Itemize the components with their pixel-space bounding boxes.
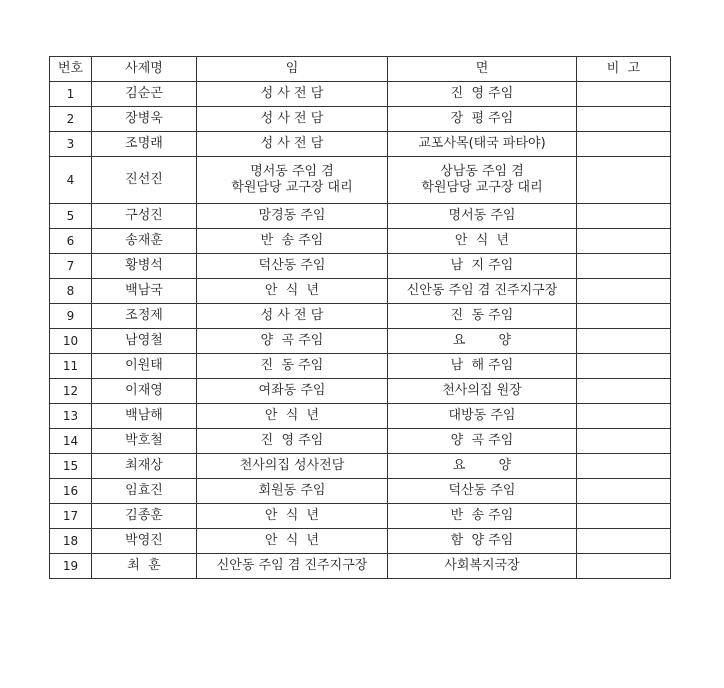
cell-appointment <box>197 529 388 554</box>
cell-dismissal <box>388 107 577 132</box>
table-row <box>50 354 671 379</box>
cell-no: 9 <box>50 304 92 329</box>
cell-no: 3 <box>50 132 92 157</box>
cell-no: 5 <box>50 204 92 229</box>
cell-no: 4 <box>50 157 92 204</box>
cell-remarks <box>577 132 671 157</box>
cell-appointment-line: 성 사 전 담 <box>260 136 324 151</box>
cell-appointment-line: 안 식 년 <box>264 408 320 423</box>
table-row <box>50 229 671 254</box>
cell-appointment-line: 양 곡 주임 <box>260 333 324 348</box>
cell-dismissal-line: 함 양 주임 <box>450 533 514 548</box>
cell-appointment-line: 학원담당 교구장 대리 <box>231 180 353 195</box>
cell-no: 2 <box>50 107 92 132</box>
cell-dismissal <box>388 157 577 204</box>
cell-dismissal <box>388 254 577 279</box>
cell-dismissal-line: 반 송 주임 <box>450 508 514 523</box>
cell-no: 15 <box>50 454 92 479</box>
cell-dismissal <box>388 229 577 254</box>
cell-no: 14 <box>50 429 92 454</box>
cell-appointment <box>197 229 388 254</box>
cell-name: 최 훈 <box>92 554 197 579</box>
cell-appointment-line: 신안동 주임 겸 진주지구장 <box>216 558 368 573</box>
cell-appointment <box>197 279 388 304</box>
cell-dismissal <box>388 354 577 379</box>
cell-remarks <box>577 354 671 379</box>
cell-dismissal <box>388 304 577 329</box>
cell-dismissal <box>388 479 577 504</box>
cell-dismissal-line: 신안동 주임 겸 진주지구장 <box>406 283 558 298</box>
cell-appointment <box>197 304 388 329</box>
cell-remarks <box>577 529 671 554</box>
cell-dismissal <box>388 329 577 354</box>
cell-appointment <box>197 504 388 529</box>
cell-dismissal <box>388 404 577 429</box>
cell-name: 백남해 <box>92 404 197 429</box>
cell-appointment-line: 성 사 전 담 <box>260 86 324 101</box>
cell-remarks <box>577 157 671 204</box>
cell-name: 구성진 <box>92 204 197 229</box>
cell-dismissal <box>388 204 577 229</box>
cell-name: 최재상 <box>92 454 197 479</box>
cell-no: 19 <box>50 554 92 579</box>
cell-dismissal-line: 안 식 년 <box>454 233 510 248</box>
cell-appointment <box>197 254 388 279</box>
cell-name: 이원태 <box>92 354 197 379</box>
cell-appointment-line: 안 식 년 <box>264 533 320 548</box>
cell-appointment <box>197 454 388 479</box>
cell-appointment <box>197 204 388 229</box>
cell-remarks <box>577 429 671 454</box>
cell-appointment <box>197 107 388 132</box>
table-row <box>50 304 671 329</box>
cell-no: 1 <box>50 82 92 107</box>
cell-name: 송재훈 <box>92 229 197 254</box>
cell-remarks <box>577 404 671 429</box>
cell-no: 10 <box>50 329 92 354</box>
cell-dismissal-line: 진 동 주임 <box>450 308 514 323</box>
cell-dismissal-line: 장 평 주임 <box>450 111 514 126</box>
cell-remarks <box>577 554 671 579</box>
cell-appointment-line: 천사의집 성사전담 <box>239 458 345 473</box>
appointments-table <box>49 56 671 579</box>
table-row <box>50 404 671 429</box>
cell-remarks <box>577 504 671 529</box>
table-row <box>50 529 671 554</box>
cell-remarks <box>577 254 671 279</box>
cell-name: 김순곤 <box>92 82 197 107</box>
table-row <box>50 82 671 107</box>
cell-name: 진선진 <box>92 157 197 204</box>
cell-name: 이재영 <box>92 379 197 404</box>
cell-remarks <box>577 82 671 107</box>
header-no: 번호 <box>50 57 92 82</box>
cell-appointment-line: 망경동 주임 <box>258 208 326 223</box>
cell-dismissal-line: 양 곡 주임 <box>450 433 514 448</box>
table-row <box>50 107 671 132</box>
cell-appointment-line: 진 영 주임 <box>260 433 324 448</box>
cell-appointment-line: 진 동 주임 <box>260 358 324 373</box>
table-row <box>50 254 671 279</box>
cell-dismissal-line: 명서동 주임 <box>448 208 516 223</box>
cell-appointment-line: 명서동 주임 겸 <box>250 164 334 179</box>
cell-remarks <box>577 229 671 254</box>
cell-remarks <box>577 379 671 404</box>
cell-remarks <box>577 329 671 354</box>
cell-appointment-line: 덕산동 주임 <box>258 258 326 273</box>
cell-dismissal-line: 요 양 <box>452 458 512 473</box>
table-row <box>50 329 671 354</box>
cell-name: 박호철 <box>92 429 197 454</box>
header-dismissal: 면 <box>388 57 577 82</box>
cell-name: 장병욱 <box>92 107 197 132</box>
cell-remarks <box>577 279 671 304</box>
table-row <box>50 554 671 579</box>
table-row <box>50 379 671 404</box>
cell-appointment-line: 여좌동 주임 <box>258 383 326 398</box>
cell-appointment <box>197 329 388 354</box>
cell-name: 김종훈 <box>92 504 197 529</box>
cell-appointment <box>197 82 388 107</box>
cell-dismissal-line: 요 양 <box>452 333 512 348</box>
cell-appointment-line: 안 식 년 <box>264 283 320 298</box>
cell-dismissal <box>388 504 577 529</box>
table-row <box>50 279 671 304</box>
cell-dismissal <box>388 379 577 404</box>
cell-appointment <box>197 404 388 429</box>
cell-dismissal-line: 상남동 주임 겸 <box>440 164 524 179</box>
cell-dismissal-line: 학원담당 교구장 대리 <box>421 180 543 195</box>
cell-dismissal <box>388 529 577 554</box>
cell-dismissal-line: 진 영 주임 <box>450 86 514 101</box>
cell-no: 11 <box>50 354 92 379</box>
cell-appointment <box>197 379 388 404</box>
table-body <box>50 82 671 579</box>
cell-dismissal <box>388 82 577 107</box>
table-row <box>50 429 671 454</box>
cell-dismissal-line: 남 지 주임 <box>450 258 514 273</box>
cell-appointment-line: 반 송 주임 <box>260 233 324 248</box>
cell-remarks <box>577 204 671 229</box>
table-row <box>50 504 671 529</box>
cell-no: 6 <box>50 229 92 254</box>
cell-dismissal <box>388 429 577 454</box>
cell-name: 남영철 <box>92 329 197 354</box>
cell-appointment-line: 성 사 전 담 <box>260 111 324 126</box>
cell-no: 7 <box>50 254 92 279</box>
cell-appointment <box>197 479 388 504</box>
cell-appointment <box>197 429 388 454</box>
table-row <box>50 479 671 504</box>
table-row <box>50 157 671 204</box>
cell-remarks <box>577 304 671 329</box>
header-remarks: 비 고 <box>577 57 671 82</box>
cell-appointment <box>197 132 388 157</box>
cell-remarks <box>577 479 671 504</box>
cell-appointment <box>197 554 388 579</box>
cell-name: 임효진 <box>92 479 197 504</box>
cell-appointment <box>197 354 388 379</box>
cell-no: 16 <box>50 479 92 504</box>
cell-dismissal-line: 천사의집 원장 <box>442 383 522 398</box>
cell-dismissal <box>388 554 577 579</box>
cell-appointment-line: 안 식 년 <box>264 508 320 523</box>
cell-name: 조명래 <box>92 132 197 157</box>
cell-dismissal-line: 남 해 주임 <box>450 358 514 373</box>
cell-no: 18 <box>50 529 92 554</box>
header-name: 사제명 <box>92 57 197 82</box>
cell-no: 17 <box>50 504 92 529</box>
cell-no: 8 <box>50 279 92 304</box>
cell-appointment <box>197 157 388 204</box>
cell-name: 조정제 <box>92 304 197 329</box>
cell-name: 황병석 <box>92 254 197 279</box>
cell-name: 백남국 <box>92 279 197 304</box>
cell-dismissal-line: 덕산동 주임 <box>448 483 516 498</box>
cell-dismissal-line: 대방동 주임 <box>448 408 516 423</box>
cell-dismissal <box>388 454 577 479</box>
cell-dismissal <box>388 132 577 157</box>
cell-appointment-line: 성 사 전 담 <box>260 308 324 323</box>
cell-dismissal-line: 교포사목(태국 파타야) <box>418 136 546 151</box>
cell-appointment-line: 회원동 주임 <box>258 483 326 498</box>
table-row <box>50 132 671 157</box>
cell-remarks <box>577 107 671 132</box>
header-appointment: 임 <box>197 57 388 82</box>
cell-no: 13 <box>50 404 92 429</box>
table-row <box>50 454 671 479</box>
header-row <box>50 57 671 82</box>
table-row <box>50 204 671 229</box>
cell-remarks <box>577 454 671 479</box>
cell-dismissal <box>388 279 577 304</box>
cell-dismissal-line: 사회복지국장 <box>444 558 520 573</box>
cell-no: 12 <box>50 379 92 404</box>
cell-name: 박영진 <box>92 529 197 554</box>
